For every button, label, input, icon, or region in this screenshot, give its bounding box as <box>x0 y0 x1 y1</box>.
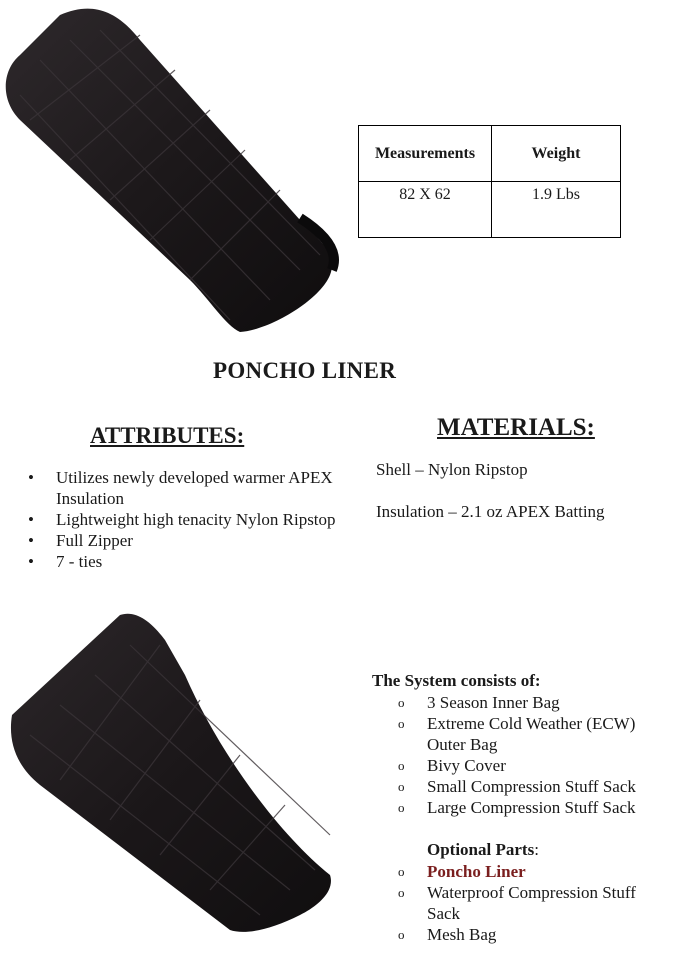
system-heading: The System consists of: <box>372 671 541 690</box>
list-item: o 3 Season Inner Bag <box>398 693 560 712</box>
poncho-liner-photo-bottom <box>0 605 345 940</box>
list-item: o Poncho Liner <box>398 862 526 881</box>
list-item: o Mesh Bag <box>398 925 497 944</box>
circle-bullet-icon: o <box>398 885 405 900</box>
list-item: • 7 - ties <box>26 551 356 572</box>
attributes-list <box>26 467 356 572</box>
system-list <box>398 692 668 818</box>
circle-bullet-icon: o <box>398 927 405 942</box>
list-item: • Lightweight high tenacity Nylon Ripstop <box>26 509 356 530</box>
material-insulation: Insulation – 2.1 oz APEX Batting <box>376 502 605 521</box>
circle-bullet-icon: o <box>398 800 405 815</box>
circle-bullet-icon: o <box>398 758 405 773</box>
material-shell: Shell – Nylon Ripstop <box>376 460 528 479</box>
poncho-liner-photo-top <box>0 0 345 340</box>
cell-weight: 1.9 Lbs <box>492 182 621 238</box>
list-item: • Full Zipper <box>26 530 356 551</box>
list-item: o Waterproof Compression Stuff Sack <box>398 883 636 923</box>
list-item: o Large Compression Stuff Sack <box>398 798 636 817</box>
list-item: o Extreme Cold Weather (ECW) Outer Bag <box>398 714 636 754</box>
circle-bullet-icon: o <box>398 779 405 794</box>
circle-bullet-icon: o <box>398 716 405 731</box>
list-item: • Utilizes newly developed warmer APEX Insulation <box>26 467 356 509</box>
cell-measurements: 82 X 62 <box>359 182 492 238</box>
header-weight: Weight <box>492 126 621 182</box>
header-measurements: Measurements <box>359 126 492 182</box>
spec-table <box>358 125 621 238</box>
optional-parts-list <box>398 861 668 945</box>
optional-parts-heading: Optional Parts: <box>427 840 539 859</box>
list-item: o Small Compression Stuff Sack <box>398 777 636 796</box>
attributes-heading: ATTRIBUTES: <box>90 423 245 448</box>
page-title: PONCHO LINER <box>213 358 397 383</box>
materials-heading: MATERIALS: <box>437 414 595 441</box>
circle-bullet-icon: o <box>398 864 405 879</box>
circle-bullet-icon: o <box>398 695 405 710</box>
list-item: o Bivy Cover <box>398 756 506 775</box>
